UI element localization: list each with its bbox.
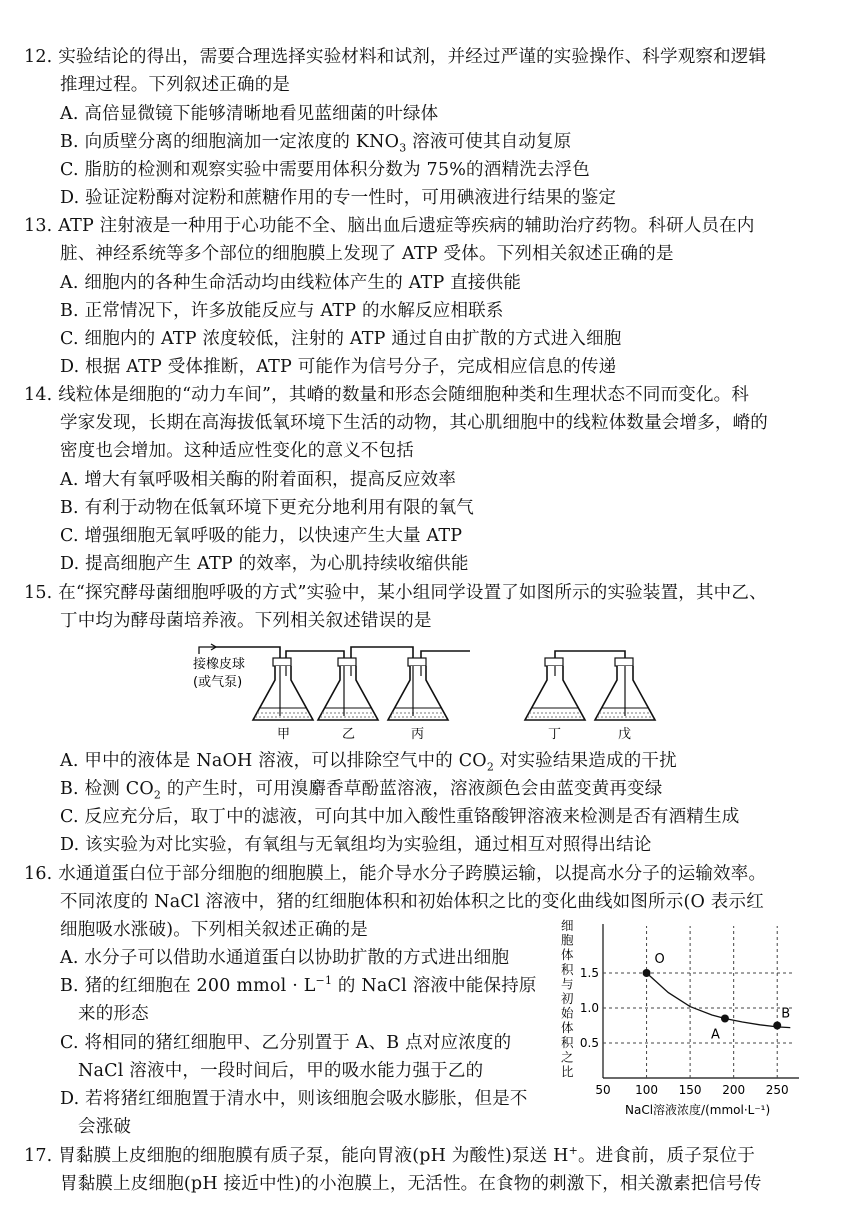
tube xyxy=(421,651,470,664)
x-tick-label: 50 xyxy=(595,1083,611,1097)
x-tick-label: 150 xyxy=(678,1083,702,1097)
flask-label-wu: 戊 xyxy=(618,727,632,742)
q17-stem-line1: 17. 胃黏膜上皮细胞的细胞膜有质子泵，能向胃液(pH 为酸性)泵送 H+。进食前，质子泵位于 xyxy=(24,1144,756,1166)
y-axis-label-char: 初 xyxy=(561,991,574,1006)
q16-option-b-line2: 来的形态 xyxy=(78,1004,149,1024)
q14-option-a: A. 增大有氧呼吸相关酶的附着面积，提高反应效率 xyxy=(60,470,457,490)
y-axis-label-char: 比 xyxy=(561,1064,574,1079)
tube xyxy=(286,651,344,664)
flask-bing xyxy=(388,658,448,720)
q14-option-b: B. 有利于动物在低氧环境下更充分地利用有限的氧气 xyxy=(60,498,474,518)
data-point-A xyxy=(721,1015,729,1023)
chart-plot-area xyxy=(580,924,799,1097)
y-axis-label-char: 积 xyxy=(561,961,574,977)
data-point-label-B: B xyxy=(781,1006,791,1022)
pump-arrow xyxy=(199,647,215,654)
data-point-label-A: A xyxy=(710,1027,720,1043)
q13-stem-line1: 13. ATP 注射液是一种用于心功能不全、脑出血后遗症等疾病的辅助治疗药物。科研人员在内 xyxy=(24,216,755,236)
flask-label-ding: 丁 xyxy=(548,727,562,742)
q15-option-b: B. 检测 $CO_2$ 的产生时，可用溴麝香草酚蓝溶液，溶液颜色会由蓝变黄再变绿 xyxy=(60,779,663,802)
y-axis-label-char: 胞 xyxy=(561,932,574,948)
data-point-O xyxy=(643,969,651,977)
pump-label-1: 接橡皮球 xyxy=(193,657,246,672)
flask-label-yi: 乙 xyxy=(342,727,356,742)
data-point-label-O: O xyxy=(654,952,665,967)
chart-y-axis-label xyxy=(561,918,574,1079)
q16-option-a: A. 水分子可以借助水通道蛋白以协助扩散的方式进出细胞 xyxy=(60,948,510,968)
flask-yi xyxy=(318,658,378,720)
data-point-B xyxy=(773,1022,781,1030)
q12-stem-line1: 12. 实验结论的得出，需要合理选择实验材料和试剂，并经过严谨的实验操作、科学观察和逻辑 xyxy=(24,47,767,67)
y-axis-label-char: 之 xyxy=(561,1049,574,1065)
q12-option-a: A. 高倍显微镜下能够清晰地看见蓝细菌的叶绿体 xyxy=(60,104,439,124)
flask-label-jia: 甲 xyxy=(277,727,291,742)
q13-stem-line2: 脏、神经系统等多个部位的细胞膜上发现了 ATP 受体。下列相关叙述正确的是 xyxy=(60,244,674,264)
q14-stem-line1: 14. 线粒体是细胞的“动力车间”，其嵴的数量和形态会随细胞种类和生理状态不同而变化。科 xyxy=(24,385,750,405)
y-tick-label: 1.5 xyxy=(579,966,599,980)
y-axis-label-char: 始 xyxy=(561,1005,574,1021)
series-curve xyxy=(647,973,791,1028)
q13-option-a: A. 细胞内的各种生命活动均由线粒体产生的 ATP 直接供能 xyxy=(60,273,522,293)
x-tick-label: 250 xyxy=(765,1083,789,1097)
flask-ding xyxy=(525,658,585,720)
q16-option-c-line1: C. 将相同的猪红细胞甲、乙分别置于 A、B 点对应浓度的 xyxy=(60,1033,512,1053)
q16-option-d-line2: 会涨破 xyxy=(78,1117,132,1137)
yeast-respiration-apparatus-figure xyxy=(185,638,665,743)
q16-option-b-line1: B. 猪的红细胞在 200 mmol · $L^{-1}$ 的 NaCl 溶液中能保持原 xyxy=(60,974,537,996)
q14-option-c: C. 增强细胞无氧呼吸的能力，以快速产生大量 ATP xyxy=(60,526,463,546)
q16-option-c-line2: NaCl 溶液中，一段时间后，甲的吸水能力强于乙的 xyxy=(78,1061,484,1081)
y-axis-label-char: 体 xyxy=(561,947,574,963)
q13-option-c: C. 细胞内的 ATP 浓度较低，注射的 ATP 通过自由扩散的方式进入细胞 xyxy=(60,329,622,349)
q17-stem-line2: 胃黏膜上皮细胞(pH 接近中性)的小泡膜上，无活性。在食物的刺激下，相关激素把信号传 xyxy=(60,1174,762,1194)
x-tick-label: 100 xyxy=(635,1083,659,1097)
tube xyxy=(351,647,413,664)
y-tick-label: 0.5 xyxy=(579,1036,599,1050)
y-tick-label: 1.0 xyxy=(579,1001,599,1015)
q14-option-d: D. 提高细胞产生 ATP 的效率，为心肌持续收缩供能 xyxy=(60,554,469,574)
q12-stem-line2: 推理过程。下列叙述正确的是 xyxy=(60,75,291,95)
y-axis-label-char: 体 xyxy=(561,1020,574,1036)
y-axis-label-char: 与 xyxy=(561,976,574,992)
q13-option-d: D. 根据 ATP 受体推断，ATP 可能作为信号分子，完成相应信息的传递 xyxy=(60,357,617,377)
q12-option-b: B. 向质壁分离的细胞滴加一定浓度的 $KNO_3$ 溶液可使其自动复原 xyxy=(60,132,572,155)
q16-stem-line1: 16. 水通道蛋白位于部分细胞的细胞膜上，能介导水分子跨膜运输，以提高水分子的运输效率。 xyxy=(24,864,767,884)
flask-label-bing: 丙 xyxy=(411,727,425,742)
chart-x-axis-label: NaCl溶液浓度/(mmol·L⁻¹) xyxy=(625,1103,771,1117)
q16-option-d-line1: D. 若将猪红细胞置于清水中，则该细胞会吸水膨胀，但是不 xyxy=(60,1089,528,1109)
q15-stem-line1: 15. 在“探究酵母菌细胞呼吸的方式”实验中，某小组同学设置了如图所示的实验装置，其中乙、 xyxy=(24,583,767,603)
flask-jia xyxy=(253,658,313,720)
q14-stem-line2: 学家发现，长期在高海拔低氧环境下生活的动物，其心肌细胞中的线粒体数量会增多，嵴的 xyxy=(60,413,768,433)
q16-stem-line3: 细胞吸水涨破)。下列相关叙述正确的是 xyxy=(60,920,368,940)
flask-wu xyxy=(595,658,655,720)
y-axis-label-char: 积 xyxy=(561,1034,574,1050)
q16-stem-line2: 不同浓度的 NaCl 溶液中，猪的红细胞体积和初始体积之比的变化曲线如图所示(O 表示红 xyxy=(60,892,764,912)
q12-option-c: C. 脂肪的检测和观察实验中需要用体积分数为 75%的酒精洗去浮色 xyxy=(60,160,590,180)
q15-option-c: C. 反应充分后，取丁中的滤液，可向其中加入酸性重铬酸钾溶液来检测是否有酒精生成 xyxy=(60,807,740,827)
q14-stem-line3: 密度也会增加。这种适应性变化的意义不包括 xyxy=(60,441,414,461)
q15-option-a: A. 甲中的液体是 NaOH 溶液，可以排除空气中的 $CO_2$ 对实验结果造成的干扰 xyxy=(60,751,677,774)
x-tick-label: 200 xyxy=(722,1083,746,1097)
pump-label-2: (或气泵) xyxy=(193,675,243,690)
q15-stem-line2: 丁中均为酵母菌培养液。下列相关叙述错误的是 xyxy=(60,611,432,631)
q13-option-b: B. 正常情况下，许多放能反应与 ATP 的水解反应相联系 xyxy=(60,301,504,321)
q15-option-d: D. 该实验为对比实验，有氧组与无氧组均为实验组，通过相互对照得出结论 xyxy=(60,835,652,855)
nacl-volume-ratio-chart xyxy=(555,918,805,1128)
q12-option-d: D. 验证淀粉酶对淀粉和蔗糖作用的专一性时，可用碘液进行结果的鉴定 xyxy=(60,188,617,208)
y-axis-label-char: 细 xyxy=(561,918,574,933)
